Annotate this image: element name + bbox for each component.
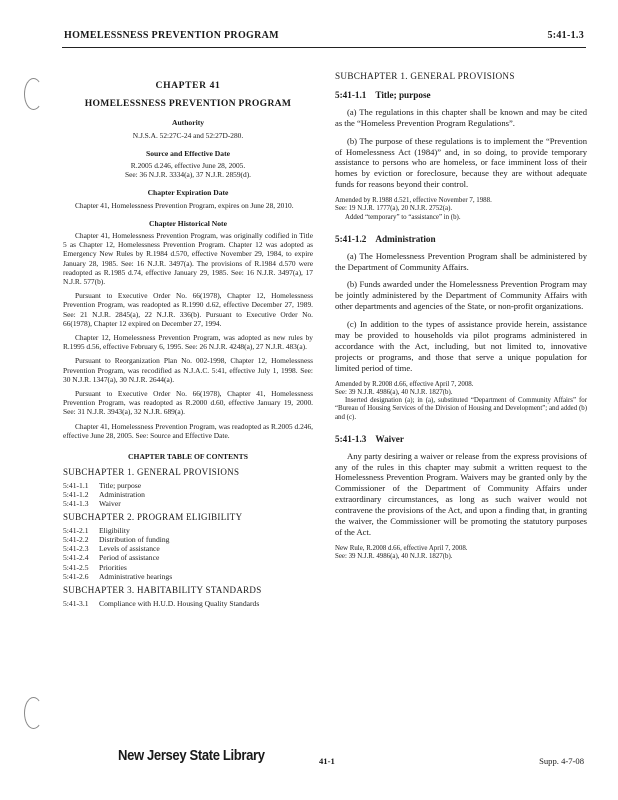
toc-entry-number: 5:41-1.3 bbox=[63, 499, 89, 509]
toc-entry[interactable] bbox=[63, 553, 313, 562]
history-note: See: 39 N.J.R. 4986(a), 40 N.J.R. 1827(b). bbox=[335, 388, 453, 396]
supplement-date: Supp. 4-7-08 bbox=[539, 756, 584, 766]
toc-entry-label: Administrative hearings bbox=[99, 572, 173, 582]
toc-entry[interactable] bbox=[63, 490, 313, 499]
section-number: 5:41-1.3 bbox=[335, 433, 367, 444]
section-heading bbox=[335, 234, 587, 245]
toc-entry-number: 5:41-2.1 bbox=[63, 525, 89, 535]
toc-entry-number: 5:41-2.4 bbox=[63, 553, 89, 563]
binder-hole-mark bbox=[24, 697, 43, 729]
toc-entry-number: 5:41-2.2 bbox=[63, 534, 89, 544]
history-heading: Chapter Historical Note bbox=[149, 218, 227, 228]
history-note: See: 19 N.J.R. 1777(a), 20 N.J.R. 2752(a). bbox=[335, 205, 453, 213]
toc-entry-label: Administration bbox=[99, 489, 145, 499]
history-paragraph: Pursuant to Reorganization Plan No. 002-1998, Chapter 12, Homelessness Prevention Program, was recodified as N.J.A.C. 5:41, effective July 1, 1998. See: 30 N.J.R. 1347(a), 30 N.J.R. 2644(a). bbox=[63, 356, 313, 384]
chapter-name: HOMELESSNESS PREVENTION PROGRAM bbox=[84, 98, 292, 110]
page-number: 41-1 bbox=[319, 756, 335, 766]
toc-entry-number: 5:41-2.6 bbox=[63, 572, 89, 582]
history-note: Added “temporary” to “assistance” in (b). bbox=[345, 213, 461, 221]
source-heading: Source and Effective Date bbox=[145, 148, 230, 158]
history-note: Amended by R.1988 d.521, effective November 7, 1988. bbox=[335, 197, 492, 205]
toc-entry[interactable] bbox=[63, 563, 313, 572]
section-paragraph: (b) Funds awarded under the Homelessness Prevention Program may be jointly administered by the Department of Community Affairs with other departments and agencies of the State, or non-profit organizations. bbox=[335, 279, 587, 312]
history-note: See: 39 N.J.R. 4986(a), 40 N.J.R. 1827(b). bbox=[335, 553, 453, 561]
toc-subchapter bbox=[63, 586, 313, 608]
authority-heading: Authority bbox=[171, 118, 205, 128]
section-number: 5:41-1.1 bbox=[335, 89, 367, 100]
section-paragraph: (c) In addition to the types of assistance provide herein, assistance may be provided to households via pilot programs administered in accordance with the Act, including, but not limited to, innovative projects or programs, and those that serve a unique population for limited period of time. bbox=[335, 319, 587, 373]
subchapter-heading: SUBCHAPTER 1. GENERAL PROVISIONS bbox=[335, 71, 515, 81]
section-title: Waiver bbox=[375, 433, 404, 444]
toc-entry-number: 5:41-3.1 bbox=[63, 598, 89, 608]
toc-entry-label: Period of assistance bbox=[99, 553, 160, 563]
chapter-label: CHAPTER 41 bbox=[155, 80, 221, 91]
section-heading bbox=[335, 90, 587, 101]
history-note: Inserted designation (a); in (a), substituted “Department of Community Affairs” for “Bureau of Housing Services of the Division of Housing and Development”; and added (b) and (c). bbox=[335, 397, 587, 421]
toc-entry[interactable] bbox=[63, 599, 313, 608]
section-paragraph: (a) The regulations in this chapter shall be known and may be cited as the “Homeless Prevention Program Regulations”. bbox=[335, 106, 587, 128]
toc-entry[interactable] bbox=[63, 535, 313, 544]
toc-entry-label: Distribution of funding bbox=[99, 534, 170, 544]
toc-subchapter-title: SUBCHAPTER 2. PROGRAM ELIGIBILITY bbox=[63, 512, 243, 523]
history-paragraph: Chapter 41, Homelessness Prevention Program, was readopted as R.2005 d.246, effective June 28, 2005. See: Source and Effective Date. bbox=[63, 421, 313, 440]
section-paragraph: (a) The Homelessness Prevention Program shall be administered by the Department of Community Affairs. bbox=[335, 250, 587, 272]
toc-entry-number: 5:41-2.5 bbox=[63, 562, 89, 572]
section-title: Administration bbox=[375, 233, 436, 244]
toc-heading: CHAPTER TABLE OF CONTENTS bbox=[128, 452, 248, 462]
toc-entry-number: 5:41-1.1 bbox=[63, 480, 89, 490]
source-line: See: 36 N.J.R. 3334(a), 37 N.J.R. 2859(d). bbox=[124, 170, 252, 180]
toc-subchapter-title: SUBCHAPTER 3. HABITABILITY STANDARDS bbox=[63, 585, 262, 596]
toc-entry-number: 5:41-1.2 bbox=[63, 489, 89, 499]
running-header bbox=[64, 30, 584, 44]
history-note: Amended by R.2008 d.66, effective April 7, 2008. bbox=[335, 380, 474, 388]
expiration-text: Chapter 41, Homelessness Prevention Program, expires on June 28, 2010. bbox=[75, 200, 294, 210]
section-paragraph: (b) The purpose of these regulations is to implement the “Prevention of Homelessness Act (1984)” and, in so doing, to provide temporary assistance to persons who are homeless, or face imminent loss of their homes by eviction or foreclosure, because they are without adequate funds for reasons beyond their control. bbox=[335, 135, 587, 190]
section-number: 5:41-1.2 bbox=[335, 233, 367, 244]
toc-entry-label: Title; purpose bbox=[99, 480, 142, 490]
right-column bbox=[335, 71, 587, 561]
header-rule bbox=[62, 47, 586, 48]
page-footer bbox=[0, 748, 618, 772]
toc-entry-label: Compliance with H.U.D. Housing Quality Standards bbox=[99, 598, 260, 608]
running-header-section: 5:41-1.3 bbox=[547, 30, 584, 41]
toc-entry-label: Levels of assistance bbox=[99, 544, 160, 554]
toc-entry-number: 5:41-2.3 bbox=[63, 544, 89, 554]
toc-entry[interactable] bbox=[63, 499, 313, 508]
section-heading bbox=[335, 434, 587, 445]
history-paragraph: Chapter 12, Homelessness Prevention Program, was adopted as new rules by R.1995 d.56, effective February 6, 1995. See: 26 N.J.R. 4248(a), 27 N.J.R. 483(a). bbox=[63, 333, 313, 352]
toc-entry[interactable] bbox=[63, 572, 313, 581]
library-stamp: New Jersey State Library bbox=[118, 748, 265, 764]
toc-entry-label: Eligibility bbox=[99, 525, 130, 535]
authority-text: N.J.S.A. 52:27C-24 and 52:27D-280. bbox=[132, 130, 244, 140]
section-title: Title; purpose bbox=[375, 89, 431, 100]
toc-subchapter bbox=[63, 513, 313, 581]
toc-entry[interactable] bbox=[63, 544, 313, 553]
toc-entry[interactable] bbox=[63, 526, 313, 535]
source-line: R.2005 d.246, effective June 28, 2005. bbox=[130, 161, 246, 171]
history-paragraph: Pursuant to Executive Order No. 66(1978), Chapter 12, Homelessness Prevention Program, was readopted as R.1990 d.62, effective December 27, 1989. See: 21 N.J.R. 2845(a), 22 N.J.R. 336(b). Pursuant to Executive Order No. 66(1978), Chapter 12 expired on December 27, 1994. bbox=[63, 291, 313, 328]
left-column bbox=[63, 71, 313, 613]
toc-entry[interactable] bbox=[63, 481, 313, 490]
toc-subchapter-title: SUBCHAPTER 1. GENERAL PROVISIONS bbox=[63, 467, 240, 478]
section-paragraph: Any party desiring a waiver or release from the express provisions of any of the rules in this chapter may submit a written request to the Homelessness Prevention Program. Waivers may be granted only by the Commissioner of the Department of Community Affairs under extraordinary circumstances, as long as such waiver would not contravene the provisions of the Act, and upon a finding that, in granting the waiver, the Commissioner will be promoting the statutory purposes of the Act. bbox=[335, 450, 587, 537]
toc-entry-label: Waiver bbox=[99, 499, 121, 509]
toc-subchapter bbox=[63, 468, 313, 508]
spacer bbox=[335, 222, 587, 228]
expiration-heading: Chapter Expiration Date bbox=[147, 188, 229, 198]
history-note: New Rule, R.2008 d.66, effective April 7, 2008. bbox=[335, 544, 468, 552]
history-paragraph: Chapter 41, Homelessness Prevention Program, was originally codified in Title 5 as Chapter 12, Homelessness Prevention Program. Chapter 12 was adopted as Emergency New Rules by R.1984 d.570, effective November 29, 1984, to expire January 28, 1985. See: 16 N.J.R. 3497(a). The provisions of R.1984 d.570 were readopted as R.1985 d.74, effective January 29, 1985. See: 16 N.J.R. 3497(a), 17 N.J.R. 577(b). bbox=[63, 231, 313, 287]
spacer bbox=[335, 422, 587, 428]
history-paragraph: Pursuant to Executive Order No. 66(1978), Chapter 41, Homelessness Prevention Program, was readopted as R.2000 d.60, effective January 19, 2000. See: 31 N.J.R. 3943(a), 32 N.J.R. 689(a). bbox=[63, 389, 313, 417]
binder-hole-mark bbox=[24, 78, 43, 110]
running-header-title: HOMELESSNESS PREVENTION PROGRAM bbox=[64, 30, 279, 41]
toc-entry-label: Priorities bbox=[99, 562, 127, 572]
